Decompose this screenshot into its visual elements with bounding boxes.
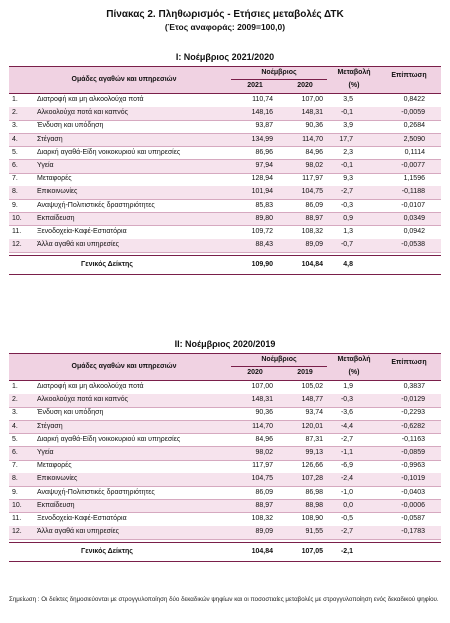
- total-value-year1: 104,84: [251, 548, 273, 556]
- row-change: 9,3: [343, 175, 353, 183]
- row-value-year1: 128,94: [251, 175, 273, 183]
- header-change: Μεταβολή: [337, 356, 371, 363]
- header-month: Νοέμβριος: [261, 356, 297, 363]
- total-change: 4,8: [343, 261, 353, 269]
- row-value-year2: 99,13: [305, 449, 323, 456]
- row-value-year2: 88,98: [305, 501, 323, 509]
- row-effect: 0,8422: [403, 96, 425, 103]
- row-value-year1: 108,32: [251, 515, 273, 522]
- row-effect: 2,5090: [403, 135, 425, 143]
- table-row: [9, 107, 441, 121]
- row-change: -2,7: [340, 188, 353, 196]
- row-change: -0,3: [340, 201, 353, 209]
- row-value-year1: 134,99: [251, 135, 273, 143]
- row-change: -0,1: [340, 162, 353, 169]
- row-value-year2: 117,97: [302, 175, 323, 183]
- row-value-year2: 104,75: [301, 188, 323, 196]
- row-category: Στέγαση: [37, 422, 63, 430]
- row-number: 11.: [12, 515, 22, 522]
- row-category: Μεταφορές: [37, 462, 72, 470]
- row-value-year1: 107,00: [251, 383, 273, 390]
- table-row: [9, 200, 441, 214]
- row-change: -3,6: [340, 409, 353, 417]
- row-value-year1: 117,97: [252, 462, 273, 470]
- row-number: 3.: [12, 409, 18, 417]
- row-number: 2.: [12, 109, 18, 117]
- row-category: Μεταφορές: [37, 175, 72, 183]
- row-value-year2: 148,77: [301, 396, 323, 404]
- section-title: ΙΙ: Νοέμβριος 2020/2019: [174, 339, 276, 349]
- header-year2: 2020: [297, 82, 313, 89]
- row-change: 0,9: [343, 214, 353, 222]
- row-effect: -0,0587: [401, 515, 425, 522]
- total-label: Γενικός Δείκτης: [81, 548, 133, 556]
- row-effect: 0,0349: [403, 214, 425, 222]
- row-number: 3.: [12, 122, 18, 130]
- row-change: 2,3: [343, 148, 353, 156]
- header-effect: Επίπτωση: [391, 72, 427, 79]
- row-value-year2: 120,01: [301, 422, 323, 430]
- table-row: [9, 147, 441, 161]
- row-value-year2: 107,28: [301, 475, 323, 483]
- row-change: -0,3: [340, 396, 353, 404]
- row-effect: -0,1163: [401, 435, 425, 443]
- table-row: [9, 213, 441, 227]
- row-number: 6.: [12, 449, 18, 456]
- header-month: Νοέμβριος: [261, 69, 297, 76]
- row-change: -1,1: [340, 449, 353, 456]
- row-value-year2: 87,31: [305, 435, 323, 443]
- table-row: [9, 513, 441, 527]
- row-effect: 1,1596: [403, 175, 425, 183]
- row-effect: 0,0942: [403, 228, 425, 235]
- row-effect: -0,1783: [401, 528, 425, 536]
- row-value-year2: 148,31: [301, 109, 323, 117]
- table-header: [9, 353, 441, 381]
- row-value-year2: 108,32: [301, 228, 323, 235]
- row-change: 3,9: [343, 122, 353, 130]
- table-row: [9, 500, 441, 514]
- table-row: [9, 94, 441, 108]
- header-groups: Ομάδες αγαθών και υπηρεσιών: [71, 363, 177, 370]
- row-change: 1,3: [343, 228, 353, 235]
- row-effect: 0,3837: [403, 383, 425, 390]
- row-value-year1: 90,36: [255, 409, 273, 417]
- row-category: Ξενοδοχεία-Καφέ-Εστιατόρια: [37, 515, 127, 522]
- header-change: Μεταβολή: [337, 69, 371, 76]
- row-change: -2,4: [340, 475, 353, 483]
- row-category: Αλκοολούχα ποτά και καπνός: [37, 109, 129, 117]
- row-change: 0,0: [343, 501, 353, 509]
- total-row: [9, 542, 441, 562]
- row-value-year2: 88,97: [305, 214, 323, 222]
- row-number: 4.: [12, 135, 18, 143]
- table-row: [9, 407, 441, 421]
- table-row: [9, 473, 441, 487]
- row-change: -0,5: [340, 515, 353, 522]
- row-category: Διατροφή και μη αλκοολούχα ποτά: [37, 96, 144, 103]
- row-category: Διαρκή αγαθά-Είδη νοικοκυριού και υπηρεσίες: [37, 435, 181, 443]
- row-value-year2: 91,55: [305, 528, 323, 536]
- row-number: 8.: [12, 188, 18, 196]
- row-number: 10.: [12, 214, 22, 222]
- row-value-year1: 85,83: [255, 201, 273, 209]
- row-number: 10.: [12, 501, 22, 509]
- row-category: Άλλα αγαθά και υπηρεσίες: [37, 528, 120, 536]
- table-row: [9, 434, 441, 448]
- row-category: Εκπαίδευση: [37, 214, 75, 222]
- row-number: 8.: [12, 475, 18, 483]
- row-change: -0,7: [340, 241, 353, 249]
- row-value-year2: 105,02: [301, 383, 323, 390]
- row-value-year2: 86,09: [305, 201, 323, 209]
- footnote: Σημείωση : Οι δείκτες δημοσιεύονται με στρογγυλοποίηση δύο δεκαδικών ψηφίων και οι ποσοστιαίες μεταβολές με στρογγυλοποίηση ενός δεκαδικού ψηφίου.: [9, 596, 439, 603]
- row-value-year2: 86,98: [305, 488, 323, 496]
- row-value-year1: 86,09: [255, 488, 273, 496]
- table-row: [9, 226, 441, 240]
- row-effect: -0,2293: [401, 409, 425, 417]
- row-value-year1: 101,94: [251, 188, 273, 196]
- header-year1: 2020: [247, 369, 263, 376]
- row-number: 12.: [12, 241, 22, 249]
- header-change-unit: (%): [348, 82, 360, 89]
- header-effect: Επίπτωση: [391, 359, 427, 366]
- row-value-year2: 114,70: [302, 135, 323, 143]
- row-value-year2: 84,96: [305, 148, 323, 156]
- row-effect: -0,0129: [401, 396, 425, 404]
- row-number: 7.: [12, 462, 18, 470]
- row-change: -1,0: [340, 488, 353, 496]
- header-year2: 2019: [297, 369, 313, 376]
- row-category: Ένδυση και υπόδηση: [37, 409, 104, 417]
- row-category: Στέγαση: [37, 135, 63, 143]
- table-row: [9, 526, 441, 540]
- row-number: 1.: [12, 96, 18, 103]
- row-category: Ξενοδοχεία-Καφέ-Εστιατόρια: [37, 228, 127, 235]
- row-number: 9.: [12, 201, 18, 209]
- table-row: [9, 120, 441, 134]
- row-change: 3,5: [343, 96, 353, 103]
- table-row: [9, 421, 441, 435]
- table-row: [9, 460, 441, 474]
- row-change: -6,9: [340, 462, 353, 470]
- row-effect: 0,2684: [403, 122, 425, 130]
- row-number: 6.: [12, 162, 18, 169]
- total-change: -2,1: [340, 548, 353, 556]
- row-value-year1: 104,75: [251, 475, 273, 483]
- row-category: Επικοινωνίες: [37, 188, 78, 196]
- row-change: -2,7: [340, 528, 353, 536]
- row-category: Άλλα αγαθά και υπηρεσίες: [37, 241, 120, 249]
- table-row: [9, 381, 441, 395]
- row-value-year2: 90,36: [305, 122, 323, 130]
- table-row: [9, 447, 441, 461]
- row-effect: -0,0077: [401, 162, 425, 169]
- document-subtitle: (Έτος αναφοράς: 2009=100,0): [164, 22, 286, 32]
- row-number: 7.: [12, 175, 18, 183]
- row-value-year2: 126,66: [301, 462, 323, 470]
- row-value-year1: 110,74: [252, 96, 273, 103]
- row-number: 12.: [12, 528, 22, 536]
- row-effect: -0,0859: [401, 449, 425, 456]
- row-change: -4,4: [340, 422, 353, 430]
- row-value-year1: 89,09: [255, 528, 273, 536]
- row-effect: 0,1114: [404, 148, 425, 156]
- row-value-year2: 108,90: [301, 515, 323, 522]
- row-number: 2.: [12, 396, 18, 404]
- table-row: [9, 160, 441, 174]
- row-effect: -0,6282: [401, 422, 425, 430]
- row-value-year1: 84,96: [255, 435, 273, 443]
- total-value-year2: 104,84: [301, 261, 323, 269]
- row-value-year2: 107,00: [301, 96, 323, 103]
- row-value-year1: 86,96: [255, 148, 273, 156]
- table-row: [9, 394, 441, 408]
- row-value-year1: 114,70: [252, 422, 273, 430]
- row-number: 4.: [12, 422, 18, 430]
- row-number: 5.: [12, 148, 18, 156]
- table-header: [9, 66, 441, 94]
- row-number: 11.: [12, 228, 22, 235]
- row-value-year1: 93,87: [255, 122, 273, 130]
- row-category: Επικοινωνίες: [37, 475, 78, 483]
- row-number: 9.: [12, 488, 18, 496]
- row-category: Αναψυχή-Πολιτιστικές δραστηριότητες: [37, 488, 155, 496]
- table-row: [9, 487, 441, 501]
- total-row: [9, 255, 441, 275]
- row-value-year1: 98,02: [255, 449, 273, 456]
- section-title: Ι: Νοέμβριος 2021/2020: [175, 52, 275, 62]
- row-change: 1,9: [343, 383, 353, 390]
- row-value-year2: 93,74: [305, 409, 323, 417]
- row-category: Υγεία: [37, 449, 54, 456]
- document-title: Πίνακας 2. Πληθωρισμός - Ετήσιες μεταβολές ΔΤΚ: [106, 9, 344, 20]
- header-divider: [231, 366, 327, 367]
- row-number: 5.: [12, 435, 18, 443]
- row-effect: -0,0538: [401, 241, 425, 249]
- row-value-year1: 88,43: [255, 241, 273, 249]
- row-effect: -0,0006: [401, 501, 425, 509]
- header-change-unit: (%): [348, 369, 360, 376]
- row-value-year1: 89,80: [255, 214, 273, 222]
- row-value-year1: 88,97: [255, 501, 273, 509]
- row-effect: -0,0403: [401, 488, 425, 496]
- header-divider: [231, 79, 327, 80]
- row-effect: -0,1188: [401, 188, 425, 196]
- row-value-year2: 89,09: [305, 241, 323, 249]
- row-effect: -0,9963: [401, 462, 425, 470]
- row-category: Εκπαίδευση: [37, 501, 75, 509]
- total-value-year1: 109,90: [251, 261, 273, 269]
- header-groups: Ομάδες αγαθών και υπηρεσιών: [71, 76, 177, 83]
- row-value-year1: 148,16: [251, 109, 273, 117]
- table-row: [9, 239, 441, 253]
- row-value-year1: 109,72: [251, 228, 273, 235]
- table-row: [9, 173, 441, 187]
- row-category: Υγεία: [37, 162, 54, 169]
- row-category: Αλκοολούχα ποτά και καπνός: [37, 396, 129, 404]
- row-category: Αναψυχή-Πολιτιστικές δραστηριότητες: [37, 201, 155, 209]
- row-effect: -0,0107: [401, 201, 425, 209]
- row-number: 1.: [12, 383, 18, 390]
- row-effect: -0,0059: [401, 109, 425, 117]
- row-category: Ένδυση και υπόδηση: [37, 122, 104, 130]
- total-value-year2: 107,05: [301, 548, 323, 556]
- row-change: -2,7: [340, 435, 353, 443]
- header-year1: 2021: [247, 82, 263, 89]
- row-category: Διαρκή αγαθά-Είδη νοικοκυριού και υπηρεσίες: [37, 148, 181, 156]
- row-value-year1: 148,31: [251, 396, 273, 404]
- row-effect: -0,1019: [401, 475, 425, 483]
- row-value-year1: 97,94: [255, 162, 273, 169]
- row-category: Διατροφή και μη αλκοολούχα ποτά: [37, 383, 144, 390]
- table-row: [9, 134, 441, 148]
- row-value-year2: 98,02: [305, 162, 323, 169]
- row-change: -0,1: [340, 109, 353, 117]
- row-change: 17,7: [339, 135, 353, 143]
- table-row: [9, 186, 441, 200]
- total-label: Γενικός Δείκτης: [81, 261, 133, 269]
